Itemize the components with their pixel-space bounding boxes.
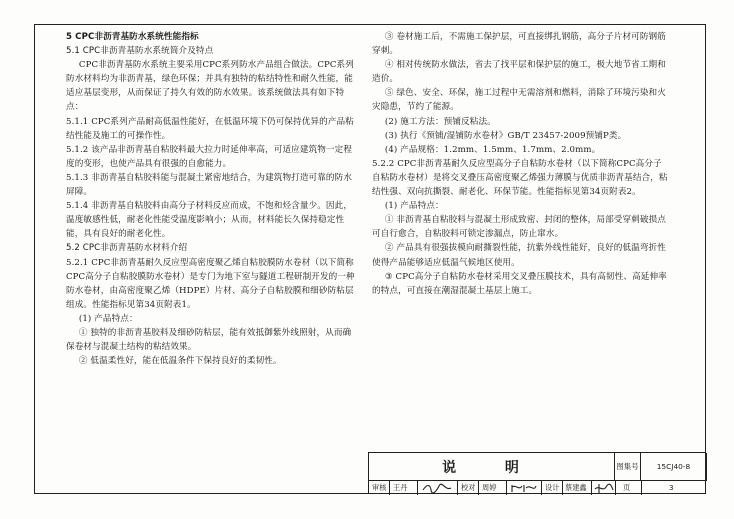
subsection-5-2: 5.2 CPC非沥青基防水材料介绍 (66, 243, 188, 254)
clause-5-1-1: 5.1.1 CPC系列产品耐高低温性能好，在低温环境下仍可保持优异的产品粘结性能及施工的可操作性。 (66, 116, 354, 141)
feature-item-1: ① 独特的非沥青基胶料及细砂防粘层，能有效抵御紫外线照射，从而确保卷材与混凝土结构的粘结效果。 (66, 327, 352, 353)
product-specs: (4) 产品规格：1.2mm、1.5mm、1.7mm、2.0mm。 (384, 144, 601, 155)
clause-5-2-1: 5.2.1 CPC非沥青基耐久反应型高密度聚乙烯自粘胶膜防水卷材（以下简称CPC高分子自粘胶膜防水卷材）是专门为地下室与隧道工程研制开发的一种防水卷材，由高密度聚乙烯（HDPE）片材、高分子自粘胶膜和细砂防粘层组成。性能指标见第34页附表1。 (66, 257, 355, 310)
intro-paragraph: CPC非沥青基防水系统主要采用CPC系列防水产品组合做法。CPC系列防水材料均为非沥青基，绿色环保；并具有独特的粘结特性和耐久性能，能适应基层变形，从而保证了持久有效的防水效果。该系统做法具有如下特点： (66, 60, 354, 113)
section-heading: 5 CPC非沥青基防水系统性能指标 (66, 32, 199, 42)
page-number: 3 (669, 483, 674, 492)
review-label: 审核 (372, 483, 387, 492)
clause-5-1-4: 5.1.4 非沥青基自粘胶料由高分子材料反应而成，不饱和烃含量少。因此，温度敏感性低，耐老化性能受温度影响小；从而，材料能长久保持稳定性能，具有良好的耐老化性。 (66, 201, 353, 240)
feature-item-3: ③ 卷材施工后，不需施工保护层，可直接绑扎钢筋，高分子片材可防钢筋穿刺。 (372, 32, 666, 57)
design-label: 设计 (545, 483, 560, 492)
subsection-5-1: 5.1 CPC非沥青基防水系统简介及特点 (66, 46, 214, 57)
review-signature (421, 482, 453, 494)
standard-reference: (3) 执行《预铺/湿铺防水卷材》GB/T 23457-2009预铺P类。 (384, 130, 627, 141)
feature-2-item-3: ③ CPC高分子自粘防水卷材采用交叉叠压膜技术，具有高韧性、高延伸率的特点，可直接在潮湿混凝土基层上施工。 (372, 271, 667, 296)
clause-5-2-2: 5.2.2 CPC非沥青基耐久反应型高分子自粘防水卷材（以下简称CPC高分子自粘防水卷材）是将交叉叠压高密度聚乙烯强力薄膜与优质非沥青基结合，粘结性强、双向抗撕裂、耐老化、环保节能。性能指标见第34页附表2。 (372, 158, 668, 198)
check-signature (510, 482, 538, 494)
page-label: 页 (623, 483, 631, 492)
construction-method: (2) 施工方法：预铺反粘法。 (384, 116, 496, 127)
feature-2-item-1: ① 非沥青基自粘胶料与混凝土形成致密、封闭的整体，局部受穿刺破损点可自行愈合，自粘胶料可锁定渗漏点，防止窜水。 (372, 215, 666, 240)
check-name: 周婷 (482, 483, 497, 492)
signature-row (369, 481, 707, 495)
design-signature (593, 482, 615, 494)
title-block (368, 452, 706, 494)
review-name: 王丹 (393, 483, 408, 492)
atlas-number-label: 图集号 (615, 453, 641, 481)
product-features-label: (1) 产品特点： (78, 313, 138, 324)
right-column (372, 30, 670, 298)
feature-item-5: ⑤ 绿色、安全、环保，施工过程中无需溶剂和燃料，消除了环境污染和火灾隐患，节约了能源。 (372, 88, 666, 113)
feature-item-2: ② 低温柔性好，能在低温条件下保持良好的柔韧性。 (78, 356, 282, 367)
clause-5-1-3: 5.1.3 非沥青基自粘胶料能与混凝土紧密地结合，为建筑物打造可靠的防水屏障。 (66, 172, 353, 198)
left-column (66, 30, 358, 368)
design-name: 蔡建鑫 (565, 483, 587, 492)
feature-item-4: ④ 相对传统防水做法，省去了找平层和保护层的施工，极大地节省工期和造价。 (372, 60, 666, 85)
clause-5-1-2: 5.1.2 该产品非沥青基自粘胶料最大拉力时延伸率高，可适应建筑物一定程度的变形，也使产品具有很强的自愈能力。 (66, 144, 353, 169)
check-label: 校对 (461, 483, 476, 492)
product-features-label-2: (1) 产品特点： (384, 201, 444, 212)
feature-2-item-2: ② 产品具有很强拔模向耐撕裂性能，抗紫外线性能好，良好的低温弯折性使得产品能够适应低温气候地区使用。 (372, 243, 666, 268)
title-block-title: 说 明 (369, 453, 615, 481)
atlas-number: 15CJ40-8 (641, 453, 707, 481)
